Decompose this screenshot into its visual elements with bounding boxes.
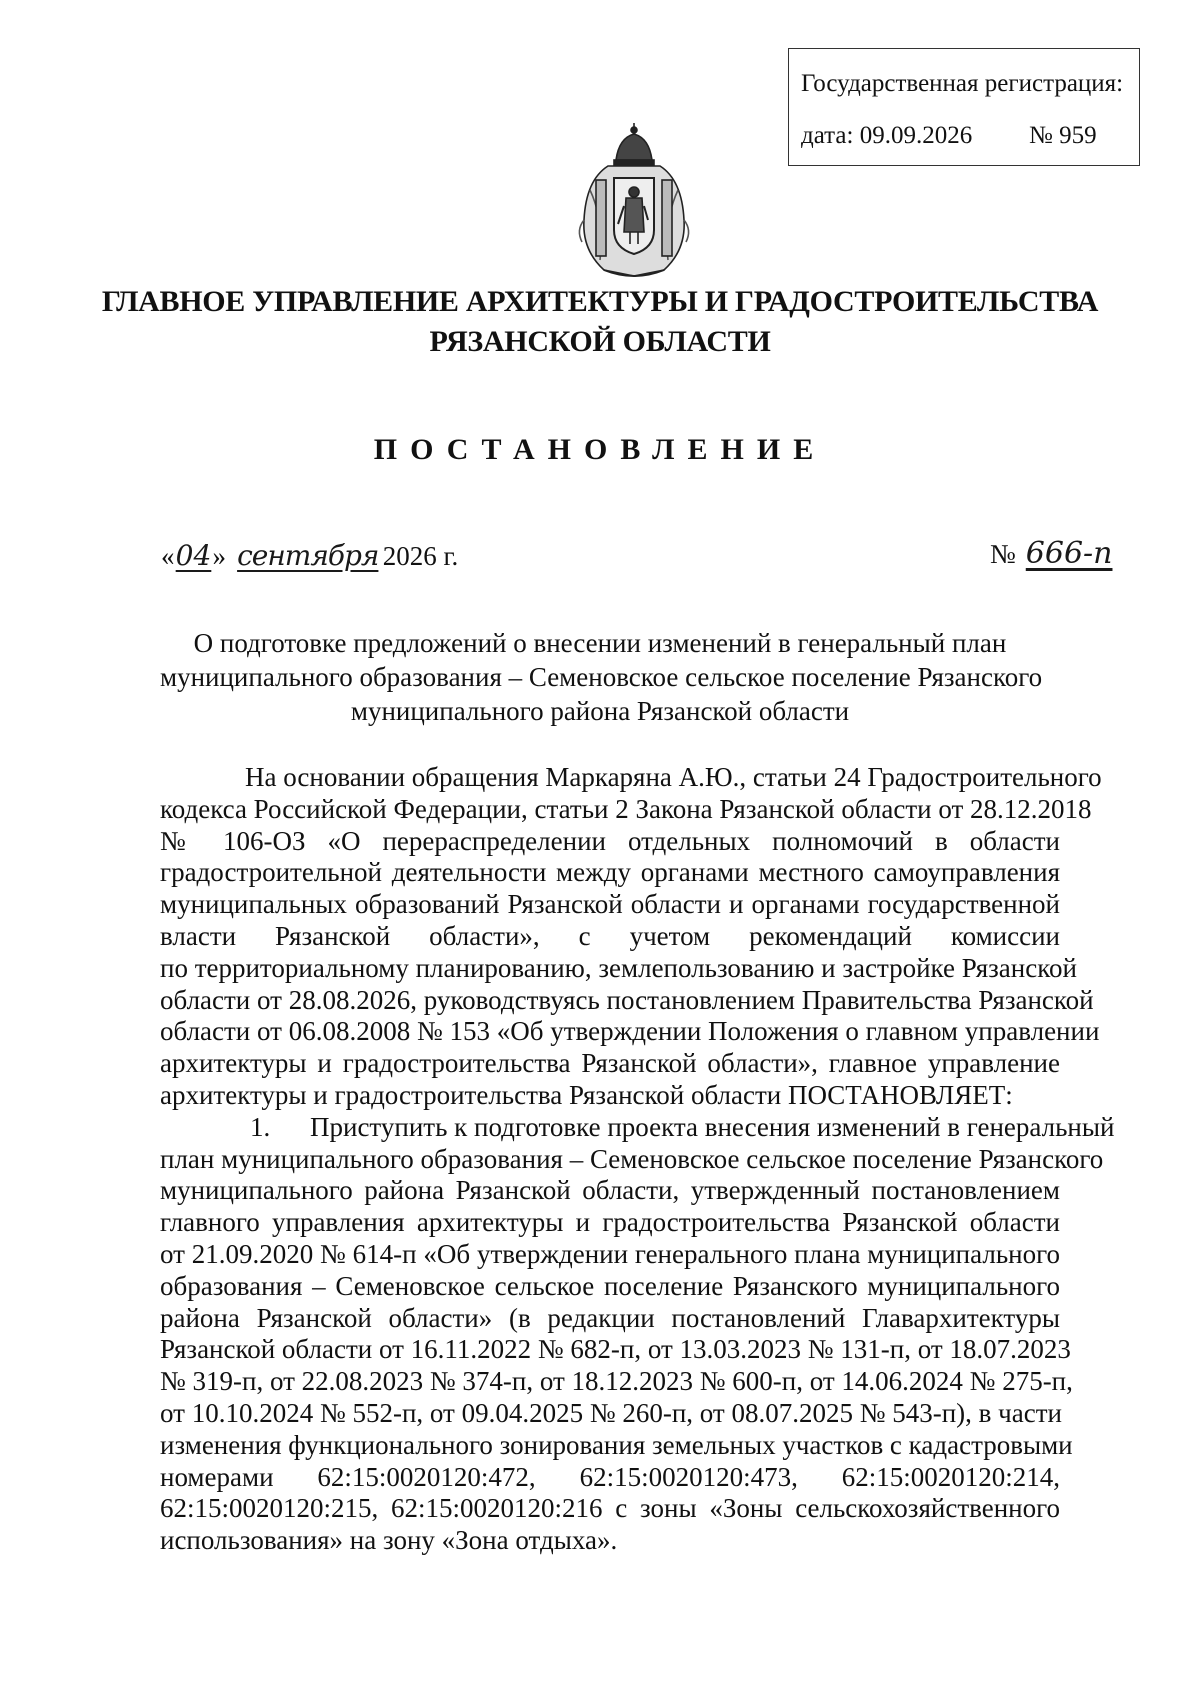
item-1-line: от 10.10.2024 № 552-п, от 09.04.2025 № 260-п, от 08.07.2025 № 543-п), в части	[160, 1397, 1062, 1428]
preamble-line: области от 06.08.2008 № 153 «Об утверждении Положения о главном управлении	[160, 1016, 1100, 1047]
preamble-line: кодекса Российской Федерации, статьи 2 Закона Рязанской области от 28.12.2018	[160, 793, 1092, 824]
preamble-line: по территориальному планированию, землепользованию и застройке Рязанской	[160, 952, 1077, 983]
number-handwritten: 666-п	[1025, 536, 1113, 571]
subject-line: муниципального образования – Семеновское сельское поселение Рязанского	[160, 662, 1043, 692]
preamble-line: области от 28.08.2026, руководствуясь постановлением Правительства Рязанской	[160, 984, 1094, 1015]
item-1-line: № 319-п, от 22.08.2023 № 374-п, от 18.12.2023 № 600-п, от 14.06.2024 № 275-п,	[160, 1366, 1073, 1397]
ryazan-coat-of-arms-icon	[574, 120, 694, 280]
item-1-line: Рязанской области от 16.11.2022 № 682-п, от 13.03.2023 № 131-п, от 18.07.2023	[160, 1334, 1071, 1365]
item-1-line: изменения функционального зонирования земельных участков с кадастровыми	[160, 1429, 1073, 1460]
item-1-first-text: Приступить к подготовке проекта внесения изменений в генеральный	[310, 1111, 1115, 1142]
date-month-handwritten: сентября	[237, 539, 379, 572]
number-prefix: №	[990, 539, 1016, 569]
preamble-line: На основании обращения Маркаряна А.Ю., статьи 24 Градостроительного	[245, 762, 1102, 792]
date-close-quote: »	[212, 541, 226, 571]
item-1-line: план муниципального образования – Семеновское сельское поселение Рязанского	[160, 1143, 1104, 1174]
item-1-line: главного управления архитектуры и градостроительства Рязанской области	[160, 1207, 1060, 1238]
date-day-handwritten: 04	[175, 539, 212, 572]
preamble-line: градостроительной деятельности между органами местного самоуправления	[160, 857, 1060, 888]
item-1-line: района Рязанской области» (в редакции постановлений Главархитектуры	[160, 1302, 1060, 1333]
preamble-line: архитектуры и градостроительства Рязанской области», главное управление	[160, 1048, 1060, 1079]
registration-date: дата: 09.09.2026	[801, 122, 973, 149]
item-1-line: муниципального района Рязанской области, утвержденный постановлением	[160, 1175, 1060, 1206]
item-1-line: образования – Семеновское сельское поселение Рязанского муниципального	[160, 1270, 1060, 1301]
document-body	[160, 762, 1115, 1557]
item-1-number: 1.	[250, 1111, 271, 1142]
item-1-line: номерами 62:15:0020120:472, 62:15:0020120:473, 62:15:0020120:214,	[160, 1461, 1060, 1492]
date-open-quote: «	[161, 541, 175, 571]
item-1-line: использования» на зону «Зона отдыха».	[160, 1525, 618, 1556]
registration-title: Государственная регистрация:	[801, 70, 1124, 97]
item-1-line: от 21.09.2020 № 614-п «Об утверждении генерального плана муниципального	[160, 1238, 1060, 1269]
preamble-line: муниципальных образований Рязанской области и органами государственной	[160, 889, 1060, 920]
item-1-line	[160, 1111, 1115, 1144]
subject-line: О подготовке предложений о внесении изменений в генеральный план	[193, 628, 1007, 658]
document-number	[990, 536, 1146, 572]
preamble-line: власти Рязанской области», с учетом рекомендаций комиссии	[160, 920, 1060, 951]
registration-stamp	[788, 48, 1140, 166]
registration-number: № 959	[1029, 122, 1097, 149]
document-date	[161, 538, 458, 574]
organization-name-line: ГЛАВНОЕ УПРАВЛЕНИЕ АРХИТЕКТУРЫ И ГРАДОСТРОИТЕЛЬСТВА	[101, 285, 1099, 318]
document-type-title: ПОСТАНОВЛЕНИЕ	[373, 433, 827, 466]
document-subject	[160, 626, 1043, 728]
item-1-line: 62:15:0020120:215, 62:15:0020120:216 с зоны «Зоны сельскохозяйственного	[160, 1493, 1060, 1524]
organization-name	[100, 282, 1100, 362]
organization-name-line: РЯЗАНСКОЙ ОБЛАСТИ	[429, 325, 771, 358]
subject-line: муниципального района Рязанской области	[350, 696, 850, 726]
preamble-line: № 106-ОЗ «О перераспределении отдельных полномочий в области	[160, 825, 1060, 856]
preamble-line: архитектуры и градостроительства Рязанской области ПОСТАНОВЛЯЕТ:	[160, 1079, 1013, 1110]
date-year: 2026 г.	[382, 541, 459, 571]
